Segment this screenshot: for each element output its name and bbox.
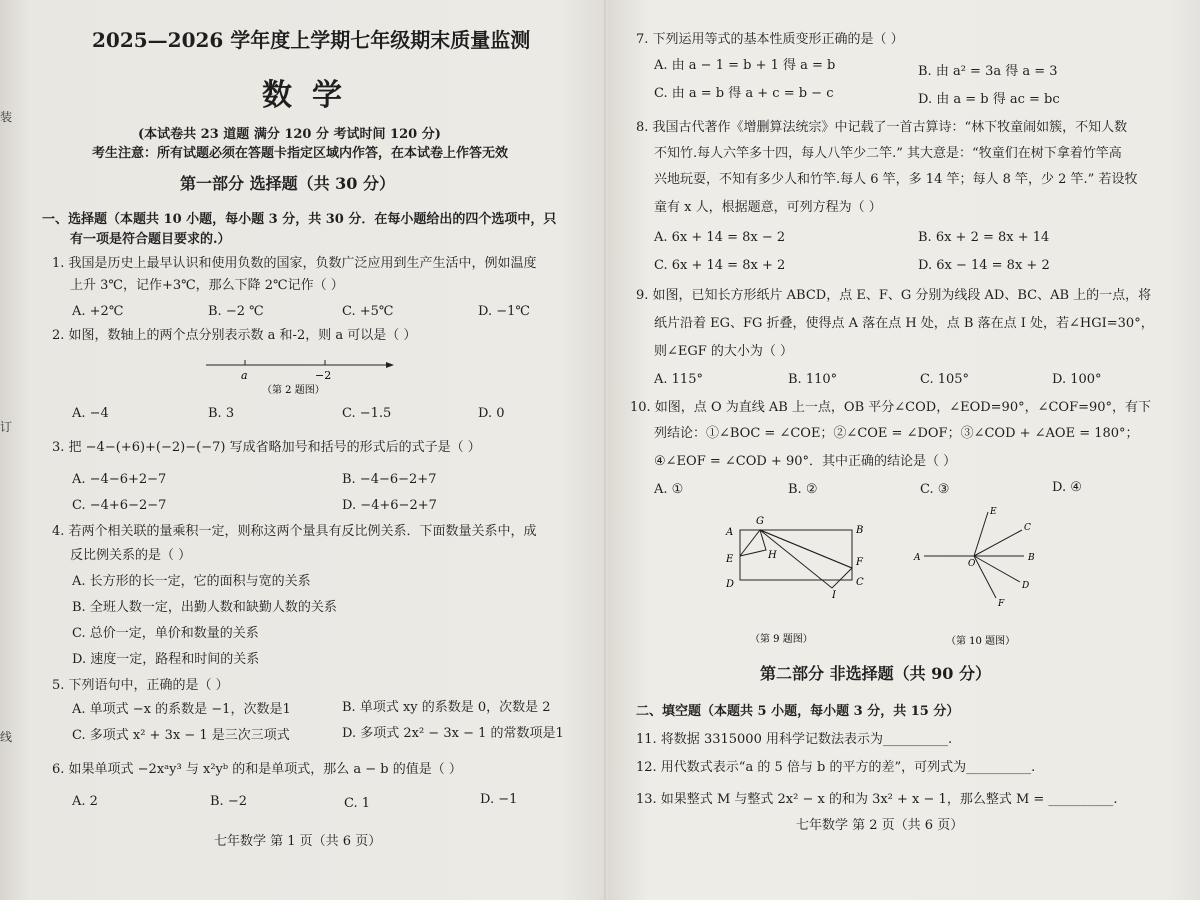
q3-option-a: A. −4−6+2−7 — [72, 472, 167, 487]
q6-option-c: C. 1 — [344, 796, 371, 811]
q5-option-d: D. 多项式 2x² − 3x − 1 的常数项是1 — [342, 726, 564, 741]
q3-text: 3. 把 −4−(+6)+(−2)−(−7) 写成省略加号和括号的形式后的式子是（ ） — [52, 440, 481, 455]
q10-option-b: B. ② — [788, 482, 818, 497]
fig9-caption: （第 9 题图） — [750, 634, 813, 645]
q9-text-cont-1: 纸片沿着 EG、FG 折叠，使得点 A 落在点 H 处，点 B 落在点 I 处，若∠HGI=30°， — [654, 316, 1154, 331]
q3-option-c: C. −4+6−2−7 — [72, 498, 167, 513]
fig9-line-gf — [760, 530, 852, 568]
number-line-figure — [200, 352, 400, 396]
section1-instruction: 一、选择题（本题共 10 小题，每小题 3 分，共 30 分．在每小题给出的四个选项中，只 — [42, 212, 557, 227]
q2-option-c: C. −1.5 — [342, 406, 392, 421]
q8-option-a: A. 6x + 14 = 8x − 2 — [654, 230, 786, 245]
q7-option-a: A. 由 a − 1 = b + 1 得 a = b — [654, 58, 836, 73]
q7-option-b: B. 由 a² = 3a 得 a = 3 — [918, 64, 1058, 79]
q8-text-cont-1: 不知竹.每人六竿多十四，每人八竿少二竿.” 其大意是：“牧童们在树下拿着竹竿高 — [654, 146, 1122, 161]
q10-text-cont-2: ④∠EOF = ∠COD + 90°．其中正确的结论是（ ） — [654, 454, 957, 469]
q1-text: 1. 我国是历史上最早认识和使用负数的国家，负数广泛应用到生产生活中，例如温度 — [52, 256, 537, 271]
q1-option-b: B. −2 ℃ — [208, 304, 264, 319]
fig10-caption: （第 10 题图） — [946, 636, 1016, 647]
fig9-label-h: H — [768, 550, 777, 561]
figure-10 — [908, 502, 1048, 650]
q5-text: 5. 下列语句中，正确的是（ ） — [52, 678, 229, 693]
q2-figure-caption: （第 2 题图） — [262, 385, 325, 396]
q1-text-cont: 上升 3℃，记作+3℃，那么下降 2℃记作（ ） — [70, 278, 344, 293]
q10-text-cont-1: 列结论：①∠BOC = ∠COE；②∠COE = ∠DOF；③∠COD + ∠AOE = 180°； — [654, 426, 1139, 441]
q8-option-b: B. 6x + 2 = 8x + 14 — [918, 230, 1050, 245]
q2-text: 2. 如图，数轴上的两个点分别表示数 a 和-2，则 a 可以是（ ） — [52, 328, 417, 343]
fig10-label-e: E — [990, 507, 997, 517]
subject-title: 数学 — [262, 78, 362, 113]
q9-option-a: A. 115° — [654, 372, 703, 387]
section2-title: 二、填空题（本题共 5 小题，每小题 3 分，共 15 分） — [636, 704, 960, 719]
q10-option-c: C. ③ — [920, 482, 950, 497]
page-2-footer: 七年数学 第 2 页（共 6 页） — [796, 818, 964, 833]
number-line-label-a: a — [241, 369, 248, 382]
fig10-label-d: D — [1022, 581, 1030, 591]
number-line-label-neg2: −2 — [315, 369, 332, 382]
part2-title: 第二部分 非选择题（共 90 分） — [760, 664, 991, 683]
q5-option-a: A. 单项式 −x 的系数是 −1，次数是1 — [72, 702, 291, 717]
q7-option-d: D. 由 a = b 得 ac = bc — [918, 92, 1060, 107]
q9-option-d: D. 100° — [1052, 372, 1102, 387]
q8-text: 8. 我国古代著作《增删算法统宗》中记载了一首古算诗：“林下牧童闹如簇，不知人数 — [636, 120, 1128, 135]
q3-option-b: B. −4−6−2+7 — [342, 472, 437, 487]
page-1-footer: 七年数学 第 1 页（共 6 页） — [214, 834, 382, 849]
fig9-label-c: C — [856, 577, 864, 588]
q1-option-c: C. +5℃ — [342, 304, 394, 319]
q8-option-d: D. 6x − 14 = 8x + 2 — [918, 258, 1050, 273]
fig10-label-b: B — [1028, 553, 1035, 563]
q7-option-c: C. 由 a = b 得 a + c = b − c — [654, 86, 834, 101]
fig9-rectangle — [740, 530, 852, 580]
figure-9 — [720, 510, 880, 650]
exam-title: 2025—2026 学年度上学期七年级期末质量监测 — [92, 28, 531, 52]
q9-option-c: C. 105° — [920, 372, 970, 387]
q5-option-b: B. 单项式 xy 的系数是 0，次数是 2 — [342, 700, 551, 715]
q1-option-a: A. +2℃ — [72, 304, 124, 319]
q8-option-c: C. 6x + 14 = 8x + 2 — [654, 258, 786, 273]
q13-text: 13. 如果整式 M 与整式 2x² − x 的和为 3x² + x − 1，那么整式 M = __________. — [636, 792, 1118, 807]
fig9-fold-left — [740, 530, 766, 556]
q12-text: 12. 用代数式表示“a 的 5 倍与 b 的平方的差”，可列式为__________. — [636, 760, 1036, 775]
fig10-label-f: F — [998, 599, 1005, 609]
fig9-label-f: F — [856, 557, 863, 568]
number-line-arrow — [386, 362, 394, 368]
q5-option-c: C. 多项式 x² + 3x − 1 是三次三项式 — [72, 728, 290, 743]
q4-option-c: C. 总价一定，单价和数量的关系 — [72, 626, 259, 641]
exam-notice: 考生注意：所有试题必须在答题卡指定区域内作答，在本试卷上作答无效 — [92, 146, 509, 161]
fig9-label-g: G — [756, 516, 764, 527]
q9-text: 9. 如图，已知长方形纸片 ABCD，点 E、F、G 分别为线段 AD、BC、AB 上的一点，将 — [636, 288, 1152, 303]
fig9-label-i: I — [832, 590, 836, 601]
q9-option-b: B. 110° — [788, 372, 838, 387]
q11-text: 11. 将数据 3315000 用科学记数法表示为__________. — [636, 732, 953, 747]
fig9-label-a: A — [726, 527, 734, 538]
q7-text: 7. 下列运用等式的基本性质变形正确的是（ ） — [636, 32, 904, 47]
margin-mark-zhuang: 装 — [0, 110, 13, 124]
page-2 — [608, 0, 1200, 900]
part1-title: 第一部分 选择题（共 30 分） — [180, 174, 395, 193]
q10-option-a: A. ① — [654, 482, 684, 497]
fig10-label-a: A — [914, 553, 921, 563]
fig10-label-o: O — [968, 559, 976, 569]
q2-option-d: D. 0 — [478, 406, 505, 421]
q4-option-a: A. 长方形的长一定，它的面积与宽的关系 — [72, 574, 311, 589]
q6-option-a: A. 2 — [72, 794, 98, 809]
q4-text-cont: 反比例关系的是（ ） — [70, 548, 192, 563]
q2-option-b: B. 3 — [208, 406, 235, 421]
q8-text-cont-2: 兴地玩耍，不知有多少人和竹竿.每人 6 竿，多 14 竿；每人 8 竿，少 2 竿.” 若设牧 — [654, 172, 1138, 187]
fig9-label-d: D — [726, 579, 735, 590]
q6-option-d: D. −1 — [480, 792, 518, 807]
q6-option-b: B. −2 — [210, 794, 247, 809]
margin-mark-ding: 订 — [0, 420, 13, 434]
q4-option-d: D. 速度一定，路程和时间的关系 — [72, 652, 260, 667]
margin-mark-xian: 线 — [0, 730, 13, 744]
q3-option-d: D. −4+6−2+7 — [342, 498, 437, 513]
q10-option-d: D. ④ — [1052, 480, 1082, 495]
q10-text: 10. 如图，点 O 为直线 AB 上一点，OB 平分∠COD，∠EOD=90°，∠COF=90°，有下 — [630, 400, 1152, 415]
section1-instruction-cont: 有一项是符合题目要求的.） — [70, 232, 231, 247]
q6-text: 6. 如果单项式 −2xᵃy³ 与 x²yᵇ 的和是单项式，那么 a − b 的值是（ ） — [52, 762, 462, 777]
q4-text: 4. 若两个相关联的量乘积一定，则称这两个量具有反比例关系．下面数量关系中，成 — [52, 524, 537, 539]
fig9-label-e: E — [726, 554, 734, 565]
q9-text-cont-2: 则∠EGF 的大小为（ ） — [654, 344, 794, 359]
fig9-label-b: B — [856, 525, 864, 536]
fig10-label-c: C — [1024, 523, 1031, 533]
exam-info: (本试卷共 23 道题 满分 120 分 考试时间 120 分) — [138, 127, 441, 142]
q4-option-b: B. 全班人数一定，出勤人数和缺勤人数的关系 — [72, 600, 337, 615]
q1-option-d: D. −1℃ — [478, 304, 530, 319]
q2-option-a: A. −4 — [72, 406, 109, 421]
q8-text-cont-3: 童有 x 人，根据题意，可列方程为（ ） — [654, 200, 882, 215]
